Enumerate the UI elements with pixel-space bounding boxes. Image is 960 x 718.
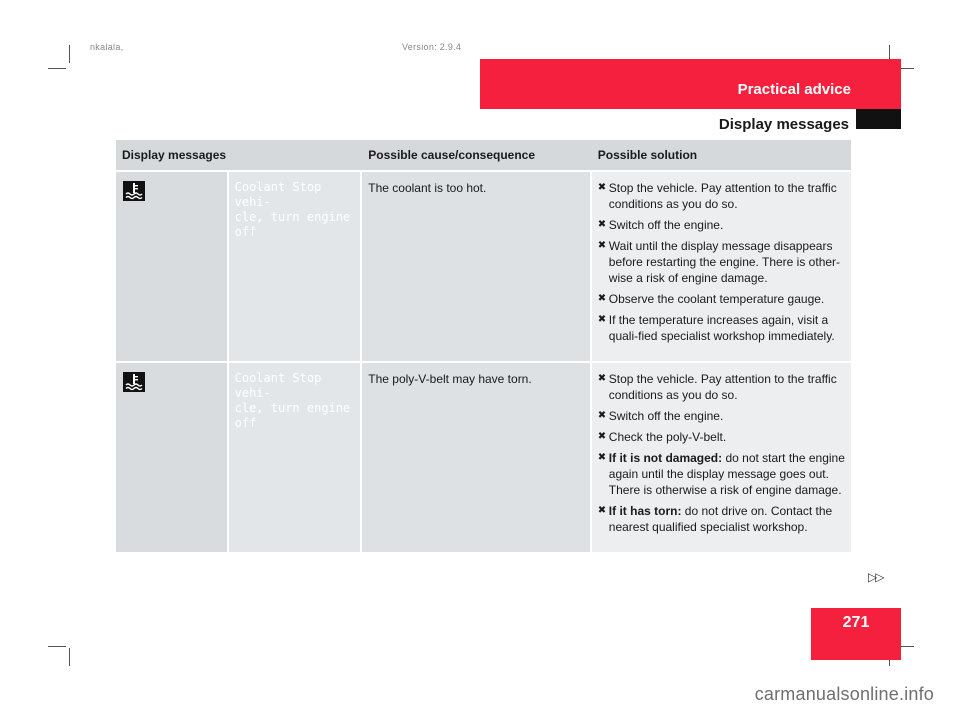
solution-steps [598, 180, 847, 344]
table-header-row [116, 140, 851, 170]
arrow-icon: ✖ [597, 182, 607, 193]
crop-mark [69, 648, 70, 666]
crop-mark [48, 646, 66, 647]
cause-cell [360, 361, 590, 552]
step-text: Stop the vehicle. Pay attention to the traffic conditions as you do so. [608, 181, 837, 211]
solution-step [598, 291, 847, 307]
page-number: 271 [842, 614, 870, 631]
step-emphasis: If it has torn: [608, 504, 682, 518]
solution-cell [590, 361, 851, 552]
display-message-text: Coolant Stop vehi- cle, turn engine off [234, 371, 351, 430]
coolant-temperature-icon [123, 181, 145, 201]
print-meta-left: nkalala, [90, 42, 124, 52]
solution-step [598, 312, 847, 344]
display-message-cell [227, 170, 361, 361]
solution-step [598, 450, 847, 498]
arrow-icon: ✖ [597, 505, 607, 516]
display-messages-table [116, 140, 851, 552]
display-message-cell [227, 361, 361, 552]
section-title: Practical advice [737, 81, 851, 98]
solution-steps [598, 371, 847, 535]
solution-step [598, 180, 847, 212]
arrow-icon: ✖ [597, 240, 607, 251]
step-text: Switch off the engine. [608, 218, 724, 232]
step-text: do not start the engine again until the display message goes out. There is otherwise a risk of engine damage. [608, 451, 845, 497]
solution-step [598, 503, 847, 535]
arrow-icon: ✖ [597, 219, 607, 230]
crop-mark [69, 45, 70, 63]
cause-cell [360, 170, 590, 361]
step-text: Stop the vehicle. Pay attention to the traffic conditions as you do so. [608, 372, 837, 402]
step-text: Check the poly-V-belt. [608, 430, 727, 444]
column-header-display-messages: Display messages [116, 140, 360, 170]
page-subtitle: Display messages [718, 116, 849, 133]
step-text: Observe the coolant temperature gauge. [608, 292, 825, 306]
continue-marker: ▷▷ [868, 570, 883, 584]
solution-cell [590, 170, 851, 361]
cause-text: The coolant is too hot. [368, 181, 487, 195]
table-row [116, 170, 851, 361]
header-marker [856, 109, 901, 129]
column-header-cause: Possible cause/consequence [360, 140, 590, 170]
solution-step [598, 429, 847, 445]
print-meta-right: Version: 2.9.4 [402, 42, 462, 52]
solution-step [598, 217, 847, 233]
column-header-solution: Possible solution [590, 140, 851, 170]
arrow-icon: ✖ [597, 314, 607, 325]
arrow-icon: ✖ [597, 373, 607, 384]
solution-step [598, 371, 847, 403]
arrow-icon: ✖ [597, 431, 607, 442]
solution-step [598, 408, 847, 424]
arrow-icon: ✖ [597, 410, 607, 421]
crop-mark [48, 68, 66, 69]
step-text: Wait until the display message disappears before restarting the engine. There is other-wise a risk of engine damage. [608, 239, 841, 285]
cause-text: The poly-V-belt may have torn. [368, 372, 532, 386]
coolant-temperature-icon [123, 372, 145, 392]
arrow-icon: ✖ [597, 293, 607, 304]
step-text: do not drive on. Contact the nearest qualified specialist workshop. [608, 504, 833, 534]
icon-cell [116, 170, 227, 361]
display-message-text: Coolant Stop vehi- cle, turn engine off [234, 180, 351, 239]
step-text: Switch off the engine. [608, 409, 724, 423]
step-text: If the temperature increases again, visit a quali-fied specialist workshop immediately. [608, 313, 835, 343]
solution-step [598, 238, 847, 286]
arrow-icon: ✖ [597, 452, 607, 463]
step-emphasis: If it is not damaged: [608, 451, 723, 465]
table-row [116, 361, 851, 552]
watermark: carmanualsonline.info [754, 684, 934, 704]
icon-cell [116, 361, 227, 552]
